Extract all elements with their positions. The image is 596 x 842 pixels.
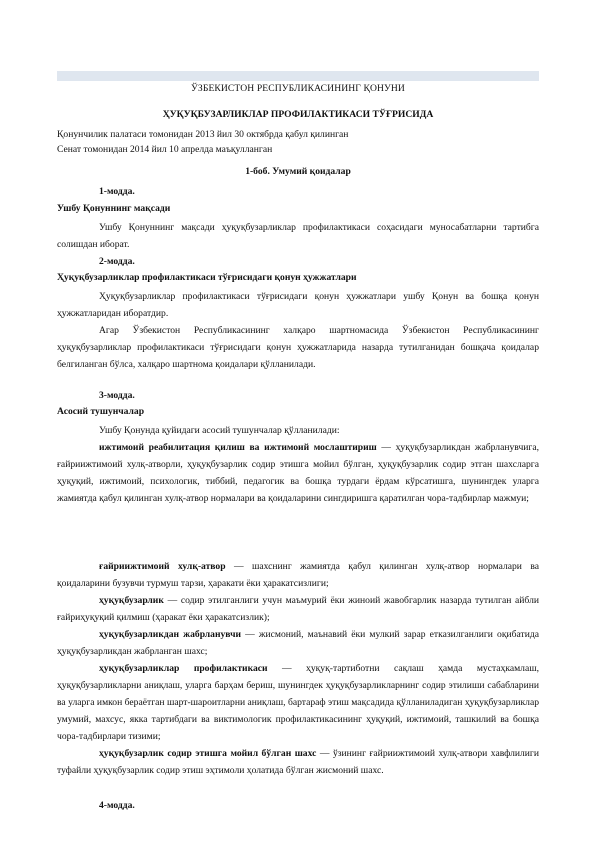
definition-victim xyxy=(57,626,539,660)
adoption-line-senate: Сенат томонидан 2014 йил 10 апрелда маъқулланган xyxy=(57,144,273,155)
article-2-number: 2-модда. xyxy=(99,256,135,267)
definition-term: ижтимоий реабилитация қилиш ва ижтимоий мослаштириш xyxy=(99,442,377,453)
definition-text: — ҳуқуқбузарликдан жабрланувчига, ғайриижтимоий хулқ-атворли, ҳуқуқбузарлик содир этишга мойил бўлган, ҳуқуқбузарлик содир этган шахсларга ҳуқуқий, ижтимоий, психологик, тиббий, педагогик ва бошқа турдаги ёрдам кўрсатишга, шунингдек уларга жамиятда қабул қилинган хулқ-атвор нормалари ва қоидаларини сингдиришга қаратилган чора-тадбирлар мажмуи; xyxy=(57,442,539,504)
definition-text: — ҳуқуқ-тартиботни сақлаш ҳамда мустаҳкамлаш, ҳуқуқбузарликларни аниқлаш, уларга барҳам бериш, шунингдек ҳуқуқбузарликларнинг содир этилиши сабабларини ва уларга имкон бераётган шарт-шароитларни аниқлаш, бартараф этиш мақсадида қўлланиладиган ҳуқуқбузарликлар умумий, махсус, якка тартибдаги ва виктимологик профилактикасининг ҳуқуқий, ижтимоий, ташкилий ва бошқа чора-тадбирлари тизими; xyxy=(57,663,540,742)
definition-prevention xyxy=(57,660,539,745)
header-band xyxy=(57,71,539,81)
article-3-title: Асосий тушунчалар xyxy=(57,406,145,417)
article-3-number: 3-модда. xyxy=(99,390,135,401)
article-3-intro: Ушбу Қонунда қуйидаги асосий тушунчалар қўлланилади: xyxy=(99,425,340,436)
definition-text: — шахснинг жамиятда қабул қилинган хулқ-атвор нормалари ва қоидаларини бузувчи турмуш тарзи, ҳаракати ёки ҳаракатсизлиги; xyxy=(57,561,540,589)
definition-term: ғайриижтимоий хулқ-атвор xyxy=(99,561,226,572)
definition-term: ҳуқуқбузарликлар профилактикаси xyxy=(99,663,268,674)
definition-term: ҳуқуқбузарликдан жабрланувчи xyxy=(99,629,242,640)
definition-social-rehabilitation xyxy=(57,439,539,507)
definition-antisocial-behavior xyxy=(57,558,539,592)
definition-term: ҳуқуқбузарлик содир этишга мойил бўлган шахс xyxy=(99,748,317,759)
article-1-number: 1-модда. xyxy=(99,186,135,197)
definition-offense xyxy=(57,592,539,626)
definition-prone-person xyxy=(57,745,539,779)
article-2-paragraph-2: Агар Ўзбекистон Республикасининг халқаро шартномасида Ўзбекистон Республикасининг ҳуқуқбузарликлар профилактикаси тўғрисидаги қонун ҳужжатларида назарда тутилганидан бошқача қоидалар белгиланган бўлса, халқаро шартнома қоидалари қўлланилади. xyxy=(57,325,539,370)
article-1-text: Ушбу Қонуннинг мақсади ҳуқуқбузарликлар профилактикаси соҳасидаги муносабатларни тартибга солишдан иборат. xyxy=(57,222,539,250)
definition-text: — ўзининг ғайриижтимоий хулқ-атвори хавфлилиги туфайли ҳуқуқбузарлик содир этиш эҳтимоли ҳолатида бўлган жисмоний шахс. xyxy=(57,748,539,776)
definition-text: — жисмоний, маънавий ёки мулкий зарар етказилганлиги оқибатида ҳуқуқбузарликдан жабрланган шахс; xyxy=(57,629,539,657)
article-1-title: Ушбу Қонуннинг мақсади xyxy=(57,203,171,214)
article-2-paragraph-1: Ҳуқуқбузарликлар профилактикаси тўғрисидаги қонун ҳужжатлари ушбу Қонун ва бошқа қонун ҳужжатларидан иборатдир. xyxy=(57,291,539,319)
law-title: ЎЗБЕКИСТОН РЕСПУБЛИКАСИНИНГ ҚОНУНИ xyxy=(191,83,405,94)
law-subject: ҲУҚУҚБУЗАРЛИКЛАР ПРОФИЛАКТИКАСИ ТЎҒРИСИДА xyxy=(162,109,434,120)
article-2-title: Ҳуқуқбузарликлар профилактикаси тўғрисидаги қонун ҳужжатлари xyxy=(57,272,357,283)
chapter-title: 1-боб. Умумий қоидалар xyxy=(245,166,351,177)
definition-text: — содир этилганлиги учун маъмурий ёки жиноий жавобгарлик назарда тутилган айбли ғайриҳуқуқий қилмиш (ҳаракат ёки ҳаракатсизлик); xyxy=(57,595,539,623)
definition-term: ҳуқуқбузарлик xyxy=(99,595,164,606)
article-4-number: 4-модда. xyxy=(99,800,135,811)
adoption-line-chamber: Қонунчилик палатаси томонидан 2013 йил 30 октябрда қабул қилинган xyxy=(57,129,349,140)
